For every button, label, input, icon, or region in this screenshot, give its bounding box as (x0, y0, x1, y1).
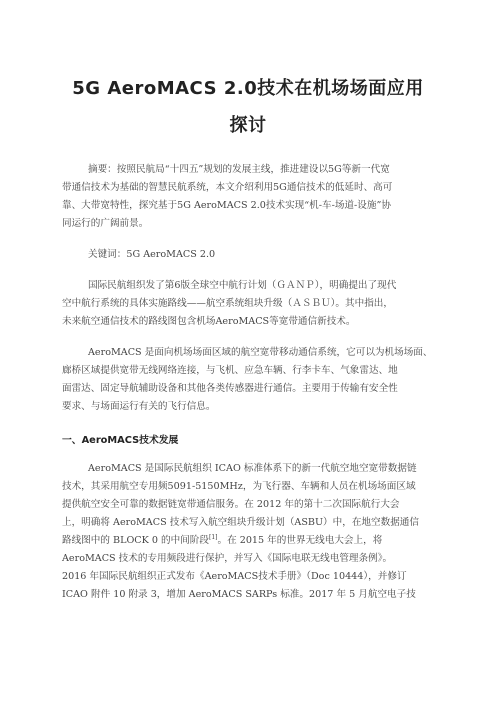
title-line-1: 5G AeroMACS 2.0技术在机场场面应用 (72, 78, 424, 99)
keywords: 关键词：5G AeroMACS 2.0 (88, 249, 216, 260)
paragraph-line: 未来航空通信技术的路线图包含机场AeroMACS等宽带通信新技术。 (62, 316, 356, 327)
paragraph-line: 要求、与场面运行有关的飞行信息。 (62, 401, 216, 412)
paragraph-line: AeroMACS 是面向机场场面区域的航空宽带移动通信系统，它可以为机场场面、 (88, 347, 433, 358)
section-line: ICAO 附件 10 附录 3，增加 AeroMACS SARPs 标准。2017 年 5 月航空电子技 (62, 589, 416, 600)
abstract-line: 带通信技术为基础的智慧民航系统，本文介绍利用5G通信技术的低延时、高可 (62, 182, 393, 193)
paragraph-line: 国际民航组织发了第6版全球空中航行计划（ＧＡＮＰ），明确提出了现代 (88, 280, 397, 291)
section-line: 上，明确将 AeroMACS 技术写入航空组块升级计划（ASBU）中，在地空数据通信 (62, 517, 419, 528)
section-line: 提供航空安全可靠的数据链宽带通信服务。在 2012 年的第十二次国际航行大会 (62, 499, 400, 510)
title-line-2: 探讨 (229, 115, 267, 136)
abstract-line: 同运行的广阔前景。 (62, 218, 149, 229)
reference-marker: [1] (208, 533, 218, 541)
section-line (62, 535, 382, 547)
section-heading: 一、AeroMACS技术发展 (62, 435, 179, 446)
section-line: AeroMACS 是国际民航组织 ICAO 标准体系下的新一代航空地空宽带数据链 (88, 463, 417, 474)
paragraph-line: 面雷达、固定导航辅助设备和其他各类传感器进行通信。主要用于传输有安全性 (62, 383, 398, 394)
section-line: 技术，其采用航空专用频5091-5150MHz，为飞行器、车辆和人员在机场场面区域 (62, 481, 416, 492)
abstract-line: 靠、大带宽特性，探究基于5G AeroMACS 2.0技术实现“机-车-场道-设施”协 (62, 200, 391, 211)
section-line: 2016 年国际民航组织正式发布《AeroMACS技术手册》（Doc 10444），并修订 (62, 571, 407, 582)
paragraph-line: 空中航行系统的具体实施路线——航空系统组块升级（ＡＳＢＵ）。其中指出， (62, 298, 393, 309)
abstract-line: 摘要：按照民航局“十四五”规划的发展主线，推进建设以5G等新一代宽 (88, 164, 390, 175)
section-line: AeroMACS 技术的专用频段进行保护，并写入《国际电联无线电管理条例》。 (62, 553, 393, 564)
section-line-text: 路线图中的 BLOCK 0 的中间阶段 (62, 535, 209, 546)
paragraph-line: 廊桥区域提供宽带无线网络连接，与飞机、应急车辆、行李卡车、气象雷达、地 (62, 365, 398, 376)
section-line-tail: 。在 2015 年的世界无线电大会上，将 (217, 535, 383, 546)
